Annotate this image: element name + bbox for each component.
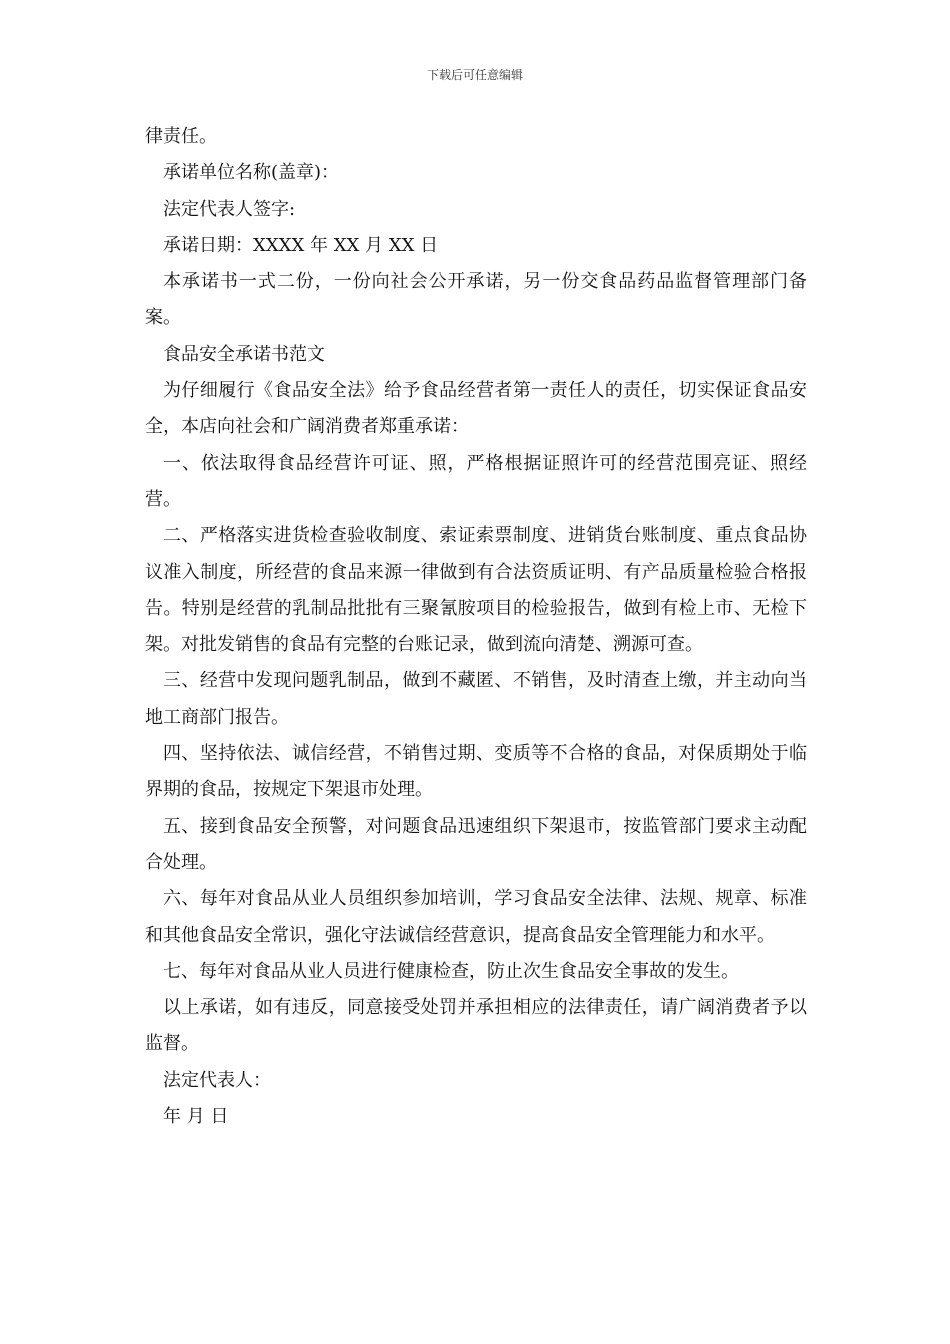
paragraph: 五、接到食品安全预警，对问题食品迅速组织下架退市，按监管部门要求主动配合处理。 xyxy=(145,815,807,873)
paragraph: 三、经营中发现问题乳制品，做到不藏匿、不销售，及时清查上缴，并主动向当地工商部门报告。 xyxy=(145,670,807,728)
paragraph: 年 月 日 xyxy=(163,1106,229,1128)
paragraph: 二、严格落实进货检查验收制度、索证索票制度、进销货台账制度、重点食品协议准入制度，所经营的食品来源一律做到有合法资质证明、有产品质量检验合格报告。特别是经营的乳制品批批有三聚氰胺项目的检验报告，做到有检上市、无检下架。对批发销售的食品有完整的台账记录，做到流向清楚、溯源可查。 xyxy=(145,525,807,656)
paragraph: 本承诺书一式二份，一份向社会公开承诺，另一份交食品药品监督管理部门备案。 xyxy=(145,271,807,329)
paragraph: 承诺单位名称(盖章)： xyxy=(163,162,340,184)
paragraph: 四、坚持依法、诚信经营，不销售过期、变质等不合格的食品，对保质期处于临界期的食品，按规定下架退市处理。 xyxy=(145,743,807,801)
document-body xyxy=(145,119,807,1135)
paragraph: 律责任。 xyxy=(145,126,217,147)
paragraph: 以上承诺，如有违反，同意接受处罚并承担相应的法律责任，请广阔消费者予以监督。 xyxy=(145,997,807,1055)
paragraph: 六、每年对食品从业人员组织参加培训，学习食品安全法律、法规、规章、标准和其他食品安全常识，强化守法诚信经营意识，提高食品安全管理能力和水平。 xyxy=(145,888,807,946)
paragraph: 七、每年对食品从业人员进行健康检查，防止次生食品安全事故的发生。 xyxy=(163,960,739,982)
paragraph: 法定代表人： xyxy=(163,1069,271,1091)
paragraph: 法定代表人签字: xyxy=(163,198,296,220)
paragraph: 食品安全承诺书范文 xyxy=(163,343,325,365)
paragraph: 一、依法取得食品经营许可证、照，严格根据证照许可的经营范围亮证、照经营。 xyxy=(145,452,807,510)
paragraph: 承诺日期：XXXX 年 XX 月 XX 日 xyxy=(163,234,439,256)
page-header-note: 下载后可任意编辑 xyxy=(426,68,523,82)
paragraph: 为仔细履行《食品安全法》给予食品经营者第一责任人的责任，切实保证食品安全，本店向社会和广阔消费者郑重承诺： xyxy=(145,380,807,438)
